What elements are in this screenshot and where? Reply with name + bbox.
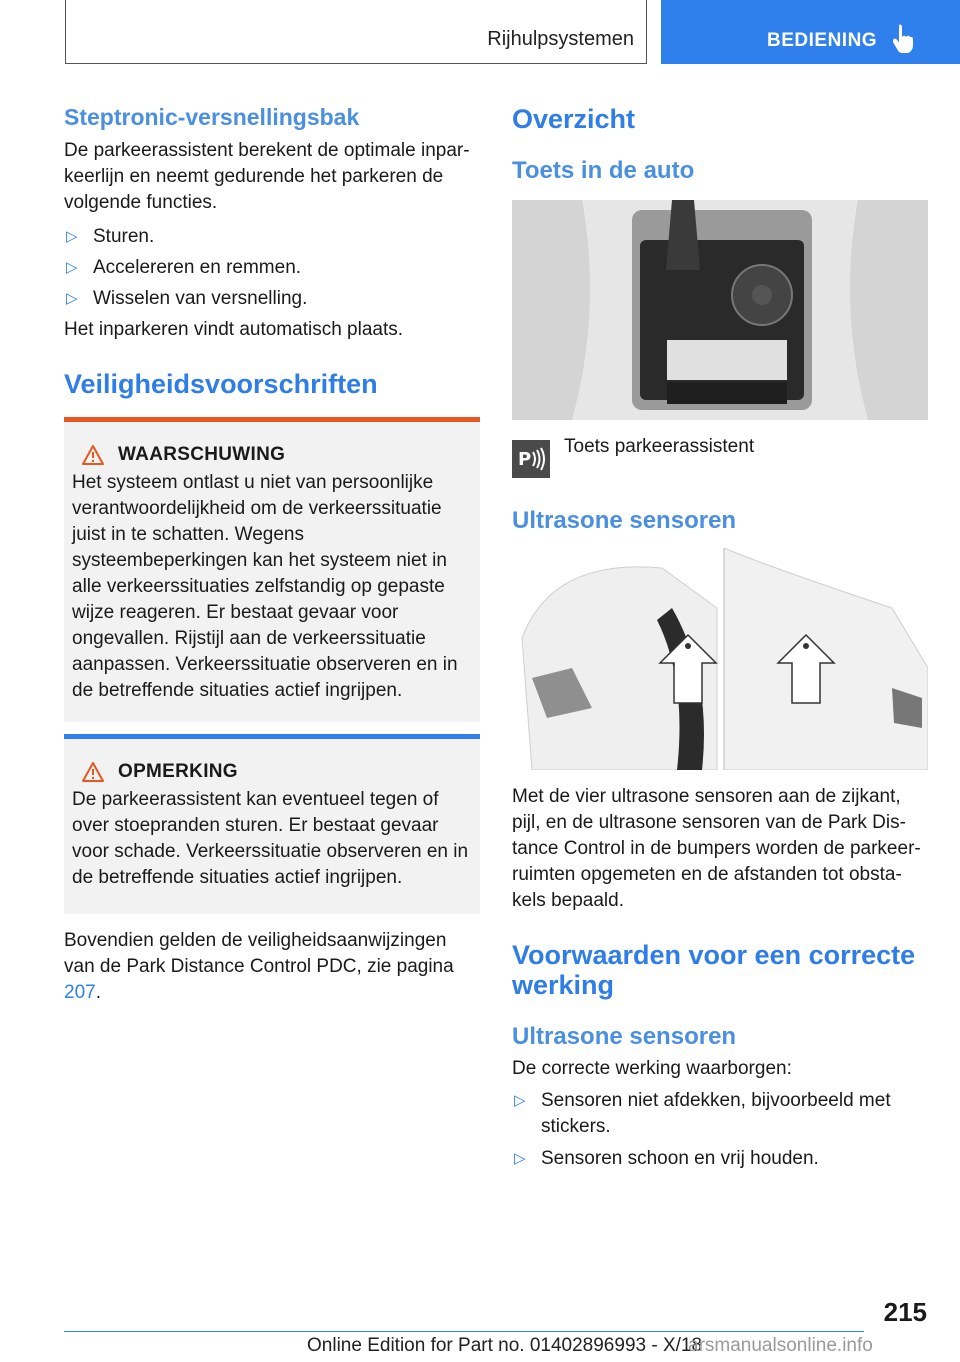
conditions-heading: Voorwaarden voor een correcte werking xyxy=(512,940,916,1000)
list-item: ▷ Wisselen van versnelling. xyxy=(64,286,480,312)
triangle-bullet-icon: ▷ xyxy=(514,1092,526,1109)
button-caption: Toets parkeerassistent xyxy=(564,436,755,457)
note-box xyxy=(64,734,480,914)
closing-text: Bovendien gelden de veiligheidsaanwijzingen van de Park Distance Control PDC, zie pagina 207. xyxy=(64,930,454,1003)
conditions-list xyxy=(512,1088,928,1172)
note-text: De parkeerassistent kan eventueel tegen of over stoepranden sturen. Er bestaat gevaar voor schade. Verkeerssituatie observeren en in de betreffende situaties actief ingrijpen. xyxy=(72,789,469,888)
section-title: Rijhulpsystemen xyxy=(487,28,634,50)
svg-text:P: P xyxy=(518,449,532,470)
triangle-bullet-icon: ▷ xyxy=(514,1150,526,1167)
steptronic-heading: Steptronic-versnellingsbak xyxy=(64,104,360,130)
warning-box xyxy=(64,417,480,722)
note-label: OPMERKING xyxy=(118,761,238,782)
sensors-heading: Ultrasone sensoren xyxy=(512,507,737,534)
chapter-tab[interactable] xyxy=(661,0,960,64)
bumper-sensors-photo xyxy=(512,548,928,770)
triangle-bullet-icon: ▷ xyxy=(66,290,78,307)
left-column xyxy=(64,100,480,1006)
conditions-subheading: Ultrasone sensoren xyxy=(512,1023,737,1050)
button-caption-row xyxy=(512,436,928,478)
watermark: arsmanualsonline.info xyxy=(688,1335,873,1356)
list-item: ▷ Sturen. xyxy=(64,224,480,250)
warning-label: WAARSCHUWING xyxy=(118,444,286,465)
conditions-text: De correcte werking waarborgen: xyxy=(512,1058,792,1079)
bumper-sensors-illustration xyxy=(512,548,928,770)
list-item: ▷ Sensoren niet afdekken, bijvoorbeeld met stickers. xyxy=(514,1090,891,1137)
gear-console-photo xyxy=(512,200,928,420)
warning-triangle-icon xyxy=(82,445,104,465)
header-section-box xyxy=(65,0,647,64)
park-assist-button-icon xyxy=(512,440,550,478)
steptronic-end-text: Het inparkeren vindt automatisch plaats. xyxy=(64,319,404,340)
button-heading: Toets in de auto xyxy=(512,157,695,184)
steptronic-list xyxy=(64,224,480,312)
warning-text: Het systeem ontlast u niet van persoonlijke verantwoordelijkheid om de verkeerssituatie juist in te schatten. Wegens systeembeperkingen kan het systeem niet in alle verkeerssituaties zelfstandig op gepaste wijze reageren. Er bestaat gevaar voor ongevallen. Rijstijl aan de verkeerssituatie aanpassen. Verkeerssituatie observeren en in de betreffende situaties actief ingrijpen. xyxy=(72,472,458,701)
sensors-text: Met de vier ultrasone sensoren aan de zijkant, pijl, en de ultrasone sensoren van de Park Distance Control in de bumpers worden de parkeerruimten opgemeten en de afstanden tot obstakels bepaald. xyxy=(512,786,921,911)
chapter-tab-label: BEDIENING xyxy=(767,30,878,51)
list-item: ▷ Sensoren schoon en vrij houden. xyxy=(512,1146,928,1172)
page-number: 215 xyxy=(883,1297,927,1327)
steptronic-text: De parkeerassistent berekent de optimale inparkeerlijn en neemt gedurende het parkeren de volgende functies. xyxy=(64,140,470,213)
triangle-bullet-icon: ▷ xyxy=(66,259,78,276)
overview-heading: Overzicht xyxy=(512,104,636,134)
pointing-hand-icon xyxy=(893,24,915,54)
warning-triangle-icon xyxy=(82,762,104,782)
right-column xyxy=(512,100,928,1172)
footer-divider xyxy=(64,1331,864,1332)
list-item: ▷ Accelereren en remmen. xyxy=(64,255,480,281)
page-reference-link[interactable]: 207 xyxy=(64,982,96,1003)
edition-text: Online Edition for Part no. 01402896993 - X/18 xyxy=(307,1335,703,1356)
gear-console-illustration xyxy=(512,200,928,420)
triangle-bullet-icon: ▷ xyxy=(66,228,78,245)
safety-heading: Veiligheidsvoorschriften xyxy=(64,369,378,399)
